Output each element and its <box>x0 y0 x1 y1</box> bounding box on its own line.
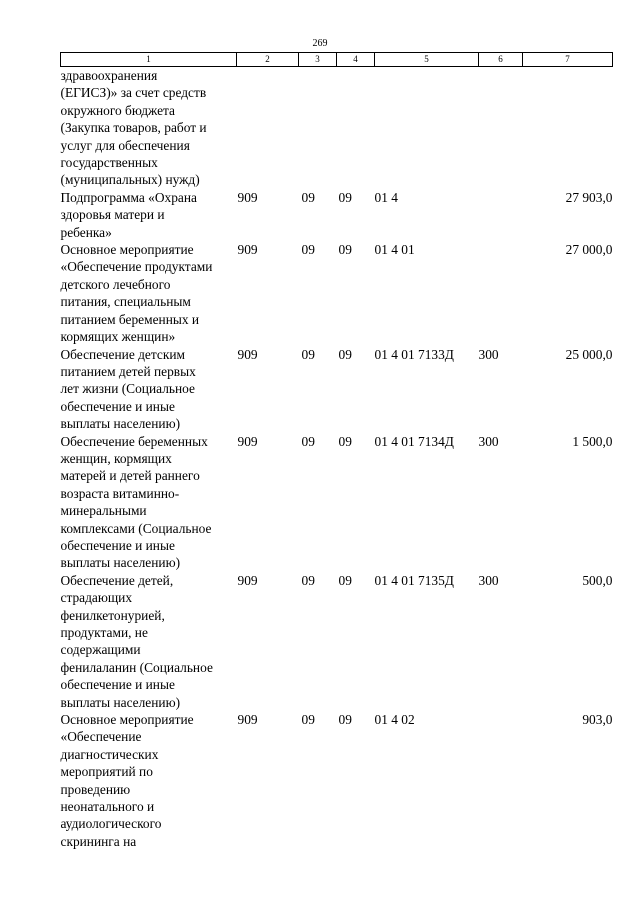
target-article-code: 01 4 01 <box>374 242 415 258</box>
row-description <box>61 241 237 345</box>
description-line: Основное мероприятие <box>60 712 194 728</box>
description-line: обеспечение и иные <box>60 398 175 414</box>
section-code <box>299 67 337 189</box>
row-description <box>61 346 237 433</box>
description-line: питанием беременных и <box>60 311 200 327</box>
description-line: питания, специальным <box>60 294 191 310</box>
description-line: «Обеспечение продуктами <box>60 259 213 275</box>
target-article-code: 01 4 01 7134Д <box>374 433 454 449</box>
expense-type-code <box>479 67 523 189</box>
table-row <box>61 572 613 711</box>
table-row <box>61 67 613 189</box>
ministry-code: 909 <box>237 572 258 588</box>
description-line: страдающих <box>60 590 133 606</box>
row-description <box>61 433 237 572</box>
description-line: обеспечение и иные <box>60 537 175 553</box>
amount: 27 000,0 <box>565 242 613 258</box>
description-line: кормящих женщин» <box>60 329 176 345</box>
amount: 903,0 <box>582 712 613 728</box>
row-description <box>61 189 237 241</box>
header-col-5: 5 <box>375 53 479 67</box>
section-code: 09 <box>301 712 315 728</box>
header-col-1: 1 <box>61 53 237 67</box>
amount <box>523 67 613 189</box>
ministry-code: 909 <box>237 712 258 728</box>
description-line: проведению <box>60 781 131 797</box>
amount: 500,0 <box>582 572 613 588</box>
description-line: выплаты населению) <box>60 416 181 432</box>
description-line: минеральными <box>60 503 147 519</box>
subsection-code: 09 <box>338 346 352 362</box>
header-col-7: 7 <box>523 53 613 67</box>
target-article-code: 01 4 02 <box>374 712 415 728</box>
header-col-6: 6 <box>479 53 523 67</box>
target-article-code: 01 4 01 7133Д <box>374 346 454 362</box>
expense-type-code: 300 <box>478 572 499 588</box>
description-line: Обеспечение детским <box>60 346 185 362</box>
header-col-2: 2 <box>237 53 299 67</box>
description-line: услуг для обеспечения <box>60 137 190 153</box>
description-line: содержащими <box>60 642 141 658</box>
description-line: возраста витаминно- <box>60 485 180 501</box>
table-row <box>61 433 613 572</box>
header-col-4: 4 <box>337 53 375 67</box>
section-code: 09 <box>301 346 315 362</box>
description-line: Подпрограмма «Охрана <box>60 189 197 205</box>
description-line: детского лечебного <box>60 276 171 292</box>
description-line: здравоохранения <box>60 68 158 83</box>
target-article-code: 01 4 01 7135Д <box>374 572 454 588</box>
amount: 25 000,0 <box>565 346 613 362</box>
table-row <box>61 346 613 433</box>
description-line: «Обеспечение <box>60 729 142 745</box>
description-line: фенилаланин (Социальное <box>60 659 213 675</box>
description-line: лет жизни (Социальное <box>60 381 195 397</box>
ministry-code: 909 <box>237 242 258 258</box>
target-article-code <box>375 67 479 189</box>
table-row <box>61 241 613 345</box>
section-code: 09 <box>301 433 315 449</box>
ministry-code: 909 <box>237 433 258 449</box>
description-line: государственных <box>60 155 158 171</box>
expense-type-code <box>479 241 523 345</box>
description-line: обеспечение и иные <box>60 677 175 693</box>
table-row <box>61 711 613 850</box>
description-line: выплаты населению) <box>60 555 181 571</box>
description-line: (муниципальных) нужд) <box>60 172 200 188</box>
description-line: неонатального и <box>60 799 155 815</box>
target-article-code: 01 4 <box>374 189 398 205</box>
subsection-code: 09 <box>338 242 352 258</box>
subsection-code: 09 <box>338 712 352 728</box>
expense-type-code: 300 <box>478 346 499 362</box>
description-line: Основное мероприятие <box>60 242 194 258</box>
description-line: комплексами (Социальное <box>60 520 212 536</box>
header-col-3: 3 <box>299 53 337 67</box>
description-line: продуктами, не <box>60 625 148 640</box>
table-header <box>61 53 613 67</box>
description-line: здоровья матери и <box>60 207 165 223</box>
description-line: (ЕГИСЗ)» за счет средств <box>60 85 207 101</box>
ministry-code <box>237 67 299 189</box>
subsection-code: 09 <box>338 433 352 449</box>
expense-type-code <box>479 711 523 850</box>
ministry-code: 909 <box>237 189 258 205</box>
table-row <box>61 189 613 241</box>
row-description <box>61 572 237 711</box>
subsection-code: 09 <box>338 189 352 205</box>
section-code: 09 <box>301 242 315 258</box>
description-line: (Закупка товаров, работ и <box>60 120 207 136</box>
description-line: диагностических <box>60 746 159 762</box>
description-line: аудиологического <box>60 816 162 832</box>
expense-type-code <box>479 189 523 241</box>
amount: 27 903,0 <box>565 189 613 205</box>
budget-table <box>60 52 613 850</box>
description-line: скрининга на <box>60 833 137 849</box>
row-description <box>61 711 237 850</box>
description-line: Обеспечение детей, <box>60 572 174 588</box>
subsection-code <box>337 67 375 189</box>
description-line: питанием детей первых <box>60 363 196 379</box>
description-line: ребенка» <box>60 224 112 240</box>
header-row <box>61 53 613 67</box>
description-line: окружного бюджета <box>60 102 175 118</box>
description-line: выплаты населению) <box>60 694 181 710</box>
description-line: фенилкетонурией, <box>60 607 165 623</box>
table-body <box>61 67 613 851</box>
description-line: матерей и детей раннего <box>60 468 200 484</box>
page-number: 269 <box>312 38 328 49</box>
section-code: 09 <box>301 189 315 205</box>
ministry-code: 909 <box>237 346 258 362</box>
expense-type-code: 300 <box>478 433 499 449</box>
description-line: мероприятий по <box>60 764 153 780</box>
amount: 1 500,0 <box>572 433 613 449</box>
subsection-code: 09 <box>338 572 352 588</box>
section-code: 09 <box>301 572 315 588</box>
description-line: Обеспечение беременных <box>60 433 208 449</box>
description-line: женщин, кормящих <box>60 450 172 466</box>
row-description <box>61 67 237 189</box>
